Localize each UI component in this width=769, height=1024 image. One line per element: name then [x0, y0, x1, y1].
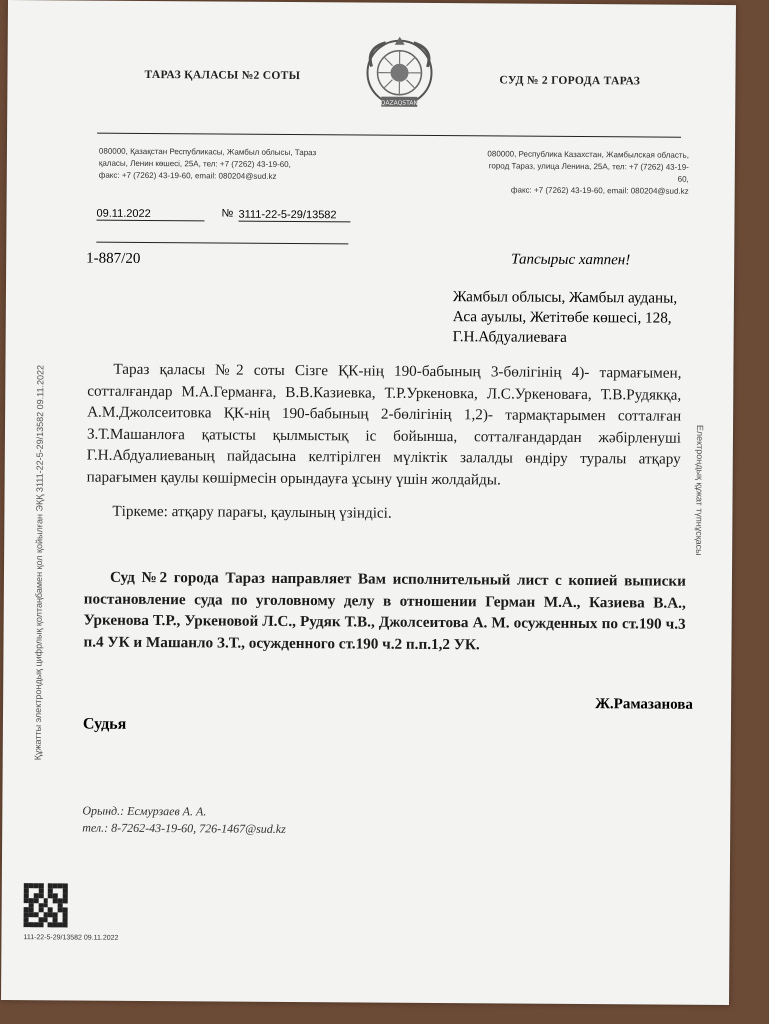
qr-code-icon	[24, 883, 68, 927]
state-emblem-icon	[363, 36, 436, 113]
header-divider	[97, 133, 681, 138]
kazakh-attachment: Тіркеме: атқару парағы, қаулының үзіндісі.	[112, 502, 392, 522]
executor-contacts: тел.: 8-7262-43-19-60, 726-1467@sud.kz	[82, 820, 286, 836]
left-side-stamp: Құжатты электрондық цифрлық қолтаңбамен қол қойылған ЭҚҚ 3111-22-5-29/13582 09.11.2022	[32, 364, 46, 761]
document-page	[1, 0, 736, 1005]
case-number: 1-887/20	[86, 250, 141, 267]
signature-line	[96, 242, 348, 245]
delivery-note: Тапсырыс хатпен!	[511, 251, 631, 269]
judge-title: Судья	[82, 715, 127, 733]
kazakh-paragraph: Тараз қаласы №2 соты Сізге ҚК-нің 190-бабының 3-бөлігінің 4)- тармағымен, сотталғандар М.А.Германға, В.В.Казиевка, Т.Р.Уркеновка, Л.С.Уркеноваға, Т.В.Рудякқа, А.М.Джолсеитовка ҚК-нің 190-бабының 2-бөлігінің 1,2)- тармақтарымен сотталған З.Т.Машанлоға қатысты қылмыстық іс бойынша, сотталғандардан жәбірленуші Г.Н.Абдуалиеваның пайдасына келтірілген мүліктік залалды өндіру туралы атқару парағымен қаулы көшірмесін орындауға ұсыну үшін жолдайды.	[86, 360, 682, 488]
number-prefix: №	[221, 207, 234, 220]
emblem-label: QAZAQSTAN	[380, 99, 418, 107]
russian-paragraph: Суд №2 города Тараз направляет Вам исполнительный лист с копией выписки постановление суда по уголовному делу в отношении Герман М.А., Казиева В.А., Уркенова Т.Р., Уркеновой Л.С., Рудяк Т.В., Джолсеитова А. М. осужденных по ст.190 ч.3 п.4 УК и Машанло З.Т., осужденного ст.190 ч.2 п.п.1,2 УК.	[83, 568, 687, 653]
court-title-russian: СУД № 2 ГОРОДА ТАРАЗ	[499, 74, 641, 88]
executor-name: Орынд.: Есмурзаев А. А.	[82, 803, 207, 819]
address-kazakh: 080000, Қазақстан Республикасы, Жамбыл облысы, Тараз қаласы, Ленин көшесі, 25А, тел: +7 (7262) 43-19-60, факс: +7 (7262) 43-19-60, email: 080204@sud.kz	[98, 146, 317, 181]
judge-name: Ж.Рамазанова	[595, 696, 693, 713]
letter-number: 3111-22-5-29/13582	[238, 209, 350, 223]
court-title-kazakh: ТАРАЗ ҚАЛАСЫ №2 СОТЫ	[144, 68, 301, 83]
recipient-address: Жамбыл облысы, Жамбыл ауданы, Аса ауылы, Жетітөбе көшесі, 128, Г.Н.Абдуалиеваға	[452, 288, 678, 346]
right-side-stamp: Електрондық құжат түпнұсқасы	[694, 424, 706, 556]
document-stamp: 111-22-5-29/13582 09.11.2022	[23, 934, 119, 942]
address-russian: 080000, Республика Казахстан, Жамбылская область, город Тараз, улица Ленина, 25А, тел: +7 (7262) 43-19- 60, факс: +7 (7262) 43-19-60, email: 080204@sud.kz	[487, 149, 689, 196]
letter-date: 09.11.2022	[96, 208, 204, 222]
